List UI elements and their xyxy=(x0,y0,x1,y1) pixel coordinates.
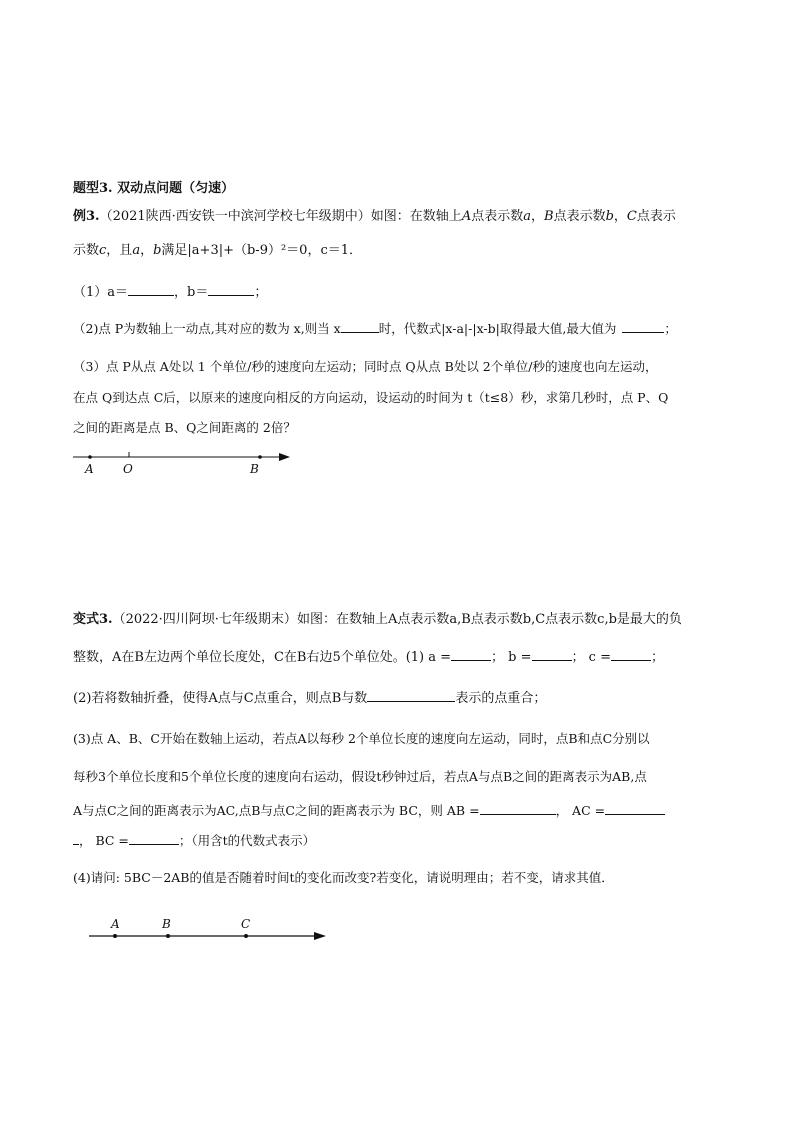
variant-number-line xyxy=(0,910,794,960)
section-title: 题型3. 双动点问题（匀速） xyxy=(73,181,235,196)
axis-label-b: B xyxy=(250,462,259,476)
axis-arrow xyxy=(314,932,326,940)
answer-blank-a[interactable] xyxy=(128,283,174,296)
answer-blank-vc[interactable] xyxy=(611,648,651,661)
example-source: （2021陕西·西安铁一中滨河学校七年级期中） xyxy=(99,209,371,224)
question-3-line-2: 在点 Q到达点 C后，以原来的速度向相反的方向运动，设运动的时间为 t（t≤8）秒，求第几秒时，点 P、Q xyxy=(73,390,669,405)
question-1: （1）a＝ ，b＝ ； xyxy=(73,285,268,300)
answer-blank-vb[interactable] xyxy=(532,648,572,661)
variant-question-3-line-3: A与点C之间的距离表示为AC,点B与点C之间的距离表示为 BC，则 AB = ， AC = xyxy=(73,802,665,820)
point-c-dot xyxy=(244,934,248,938)
example-line-1: 例3.（2021陕西·西安铁一中滨河学校七年级期中）如图：在数轴上A点表示数a，B点表示数b，C点表示 xyxy=(73,209,676,224)
example-line-2: 示数c，且a，b满足|a+3|+（b-9）²＝0，c＝1． xyxy=(73,243,363,258)
variant-line-2: 整数，A在B左边两个单位长度处，C在B右边5个单位处。(1) a = ； b = ； c = ； xyxy=(73,650,664,665)
answer-blank-x[interactable] xyxy=(341,320,379,333)
variant-question-4: (4)请问: 5BC－2AB的值是否随着时间t的变化而改变?若变化，请说明理由；若不变，请求其值． xyxy=(73,870,614,885)
question-2: （2)点 P为数轴上一动点,其对应的数为 x,则当 x 时，代数式|x-a|-|x-b|取得最大值,最大值为 ； xyxy=(73,321,677,336)
variant-question-3-line-2: 每秒3个单位长度和5个单位长度的速度向右运动，假设t秒钟过后，若点A与点B之间的距离表示为AB,点 xyxy=(73,769,647,784)
axis-arrow xyxy=(279,453,290,461)
variant-line-1: 变式3.（2022·四川阿坝·七年级期末）如图：在数轴上A点表示数a,B点表示数b,C点表示数c,b是最大的负 xyxy=(73,612,682,627)
axis-label-b: B xyxy=(162,917,171,931)
variant-question-3-line-1: (3)点 A、B、C开始在数轴上运动，若点A以每秒 2个单位长度的速度向左运动，同时，点B和点C分别以 xyxy=(73,731,650,746)
point-a-dot xyxy=(88,455,92,459)
answer-blank-va[interactable] xyxy=(451,648,491,661)
axis-label-a: A xyxy=(111,917,120,931)
axis-label-o: O xyxy=(123,462,133,476)
example-label: 例3. xyxy=(73,209,100,224)
variant-label: 变式3. xyxy=(73,612,113,627)
answer-blank-ac[interactable] xyxy=(605,802,665,815)
answer-blank-max[interactable] xyxy=(622,320,664,333)
question-3-line-1: （3）点 P从点 A处以 1 个单位/秒的速度向左运动；同时点 Q从点 B处以 2个单位/秒的速度也向左运动， xyxy=(73,359,658,374)
question-3-line-3: 之间的距离是点 B、Q之间距离的 2倍？ xyxy=(73,420,296,435)
variant-question-2: (2)若将数轴折叠，使得A点与C点重合，则点B与数 表示的点重合； xyxy=(73,691,547,706)
example-number-line xyxy=(0,440,794,490)
point-b-dot xyxy=(166,934,170,938)
variant-question-3-line-4: ， BC = ；（用含t的代数式表示） xyxy=(73,832,315,850)
axis-label-a: A xyxy=(85,462,94,476)
answer-blank-ab[interactable] xyxy=(480,802,556,815)
answer-blank-bc[interactable] xyxy=(129,832,179,845)
point-b-dot xyxy=(258,455,262,459)
variant-source: （2022·四川阿坝·七年级期末） xyxy=(112,612,297,627)
axis-label-c: C xyxy=(241,917,251,931)
answer-blank-b[interactable] xyxy=(208,283,254,296)
point-a-dot xyxy=(113,934,117,938)
answer-blank-fold[interactable] xyxy=(367,689,455,702)
